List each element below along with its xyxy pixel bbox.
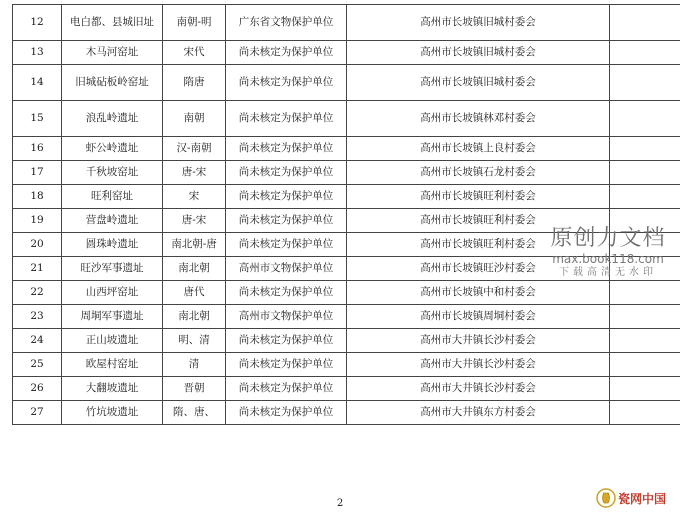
- cell-era: 隋唐: [163, 65, 226, 101]
- table-row: [13, 185, 680, 209]
- cell-era: 南北朝-唐: [163, 233, 226, 257]
- cell-note: [610, 185, 680, 209]
- cell-era: 南北朝: [163, 305, 226, 329]
- cell-era: 唐-宋: [163, 209, 226, 233]
- cell-protection-level: 尚未核定为保护单位: [226, 329, 347, 353]
- table-row: [13, 41, 680, 65]
- cell-note: [610, 101, 680, 137]
- cell-site-name: 大翻坡遗址: [62, 377, 163, 401]
- cell-number: 26: [13, 377, 62, 401]
- cell-era: 宋代: [163, 41, 226, 65]
- cell-location: 高州市长坡镇旺利村委会: [347, 209, 610, 233]
- cell-protection-level: 尚未核定为保护单位: [226, 161, 347, 185]
- cell-protection-level: 尚未核定为保护单位: [226, 101, 347, 137]
- cell-note: [610, 41, 680, 65]
- table-row: [13, 305, 680, 329]
- cell-protection-level: 尚未核定为保护单位: [226, 185, 347, 209]
- cell-era: 南朝: [163, 101, 226, 137]
- cell-location: 高州市大井镇长沙村委会: [347, 329, 610, 353]
- cell-site-name: 千秋坡窑址: [62, 161, 163, 185]
- cell-protection-level: 尚未核定为保护单位: [226, 209, 347, 233]
- cell-location: 高州市长坡镇旧城村委会: [347, 5, 610, 41]
- cell-location: 高州市长坡镇旺利村委会: [347, 233, 610, 257]
- cell-note: [610, 161, 680, 185]
- cell-note: [610, 281, 680, 305]
- cell-era: 清: [163, 353, 226, 377]
- cell-protection-level: 广东省文物保护单位: [226, 5, 347, 41]
- cell-era: 晋朝: [163, 377, 226, 401]
- table-row: [13, 161, 680, 185]
- cell-number: 23: [13, 305, 62, 329]
- cell-number: 15: [13, 101, 62, 137]
- site-logo: [596, 486, 676, 514]
- cell-note: [610, 377, 680, 401]
- cell-site-name: 欧屋村窑址: [62, 353, 163, 377]
- cell-site-name: 圆珠岭遗址: [62, 233, 163, 257]
- cell-number: 19: [13, 209, 62, 233]
- cell-site-name: 虾公岭遗址: [62, 137, 163, 161]
- cell-era: 汉-南朝: [163, 137, 226, 161]
- cell-site-name: 电白都、县城旧址: [62, 5, 163, 41]
- cell-number: 22: [13, 281, 62, 305]
- ceramic-vase-icon: [596, 488, 616, 508]
- cell-site-name: 竹坑坡遗址: [62, 401, 163, 425]
- cell-note: [610, 401, 680, 425]
- cell-site-name: 旧城砧板岭窑址: [62, 65, 163, 101]
- cell-note: [610, 65, 680, 101]
- logo-text: 瓷网中国: [618, 492, 667, 506]
- cell-number: 27: [13, 401, 62, 425]
- cell-number: 24: [13, 329, 62, 353]
- cell-location: 高州市大井镇东方村委会: [347, 401, 610, 425]
- cell-number: 16: [13, 137, 62, 161]
- table-body: [13, 5, 680, 425]
- cell-era: 唐-宋: [163, 161, 226, 185]
- cell-protection-level: 高州市文物保护单位: [226, 257, 347, 281]
- cell-location: 高州市长坡镇旧城村委会: [347, 41, 610, 65]
- table-row: [13, 101, 680, 137]
- cell-protection-level: 尚未核定为保护单位: [226, 353, 347, 377]
- table-row: [13, 65, 680, 101]
- cell-note: [610, 353, 680, 377]
- cell-protection-level: 尚未核定为保护单位: [226, 65, 347, 101]
- cell-site-name: 正山坡遗址: [62, 329, 163, 353]
- cell-site-name: 旺利窑址: [62, 185, 163, 209]
- cell-location: 高州市大井镇长沙村委会: [347, 377, 610, 401]
- cell-location: 高州市长坡镇石龙村委会: [347, 161, 610, 185]
- cell-era: 南朝-明: [163, 5, 226, 41]
- cell-era: 宋: [163, 185, 226, 209]
- cell-protection-level: 尚未核定为保护单位: [226, 41, 347, 65]
- table-row: [13, 329, 680, 353]
- cell-protection-level: 尚未核定为保护单位: [226, 401, 347, 425]
- cell-location: 高州市长坡镇旺沙村委会: [347, 257, 610, 281]
- cell-site-name: 山西坪窑址: [62, 281, 163, 305]
- cell-number: 21: [13, 257, 62, 281]
- cell-site-name: 木马河窑址: [62, 41, 163, 65]
- cell-protection-level: 尚未核定为保护单位: [226, 281, 347, 305]
- table-row: [13, 5, 680, 41]
- cell-site-name: 浪乱岭遗址: [62, 101, 163, 137]
- cell-era: 南北朝: [163, 257, 226, 281]
- cell-number: 18: [13, 185, 62, 209]
- cell-protection-level: 尚未核定为保护单位: [226, 137, 347, 161]
- cell-protection-level: 尚未核定为保护单位: [226, 233, 347, 257]
- cell-protection-level: 高州市文物保护单位: [226, 305, 347, 329]
- cell-location: 高州市长坡镇旧城村委会: [347, 65, 610, 101]
- cell-era: 隋、唐、: [163, 401, 226, 425]
- cell-number: 13: [13, 41, 62, 65]
- cell-era: 明、清: [163, 329, 226, 353]
- cell-note: [610, 5, 680, 41]
- page-number: 2: [336, 498, 344, 509]
- cell-location: 高州市长坡镇旺利村委会: [347, 185, 610, 209]
- table-row: [13, 281, 680, 305]
- cell-site-name: 周垌军事遗址: [62, 305, 163, 329]
- table-row: [13, 353, 680, 377]
- cell-protection-level: 尚未核定为保护单位: [226, 377, 347, 401]
- cell-era: 唐代: [163, 281, 226, 305]
- cell-location: 高州市长坡镇周垌村委会: [347, 305, 610, 329]
- cell-note: [610, 329, 680, 353]
- cell-number: 14: [13, 65, 62, 101]
- watermark-subtitle: 下载高清无水印: [559, 267, 657, 278]
- cell-note: [610, 305, 680, 329]
- cell-number: 20: [13, 233, 62, 257]
- watermark-url: max.book118.com: [552, 252, 664, 266]
- cell-number: 17: [13, 161, 62, 185]
- cell-number: 25: [13, 353, 62, 377]
- watermark: [540, 228, 676, 278]
- table-row: [13, 401, 680, 425]
- table-row: [13, 377, 680, 401]
- cell-location: 高州市长坡镇上良村委会: [347, 137, 610, 161]
- cell-location: 高州市长坡镇中和村委会: [347, 281, 610, 305]
- table-row: [13, 137, 680, 161]
- cell-note: [610, 137, 680, 161]
- cell-location: 高州市长坡镇林邓村委会: [347, 101, 610, 137]
- cell-site-name: 旺沙军事遗址: [62, 257, 163, 281]
- cell-site-name: 营盘岭遗址: [62, 209, 163, 233]
- cell-location: 高州市大井镇长沙村委会: [347, 353, 610, 377]
- heritage-sites-table: [12, 4, 680, 425]
- cell-number: 12: [13, 5, 62, 41]
- watermark-title: 原创力文档: [550, 226, 666, 251]
